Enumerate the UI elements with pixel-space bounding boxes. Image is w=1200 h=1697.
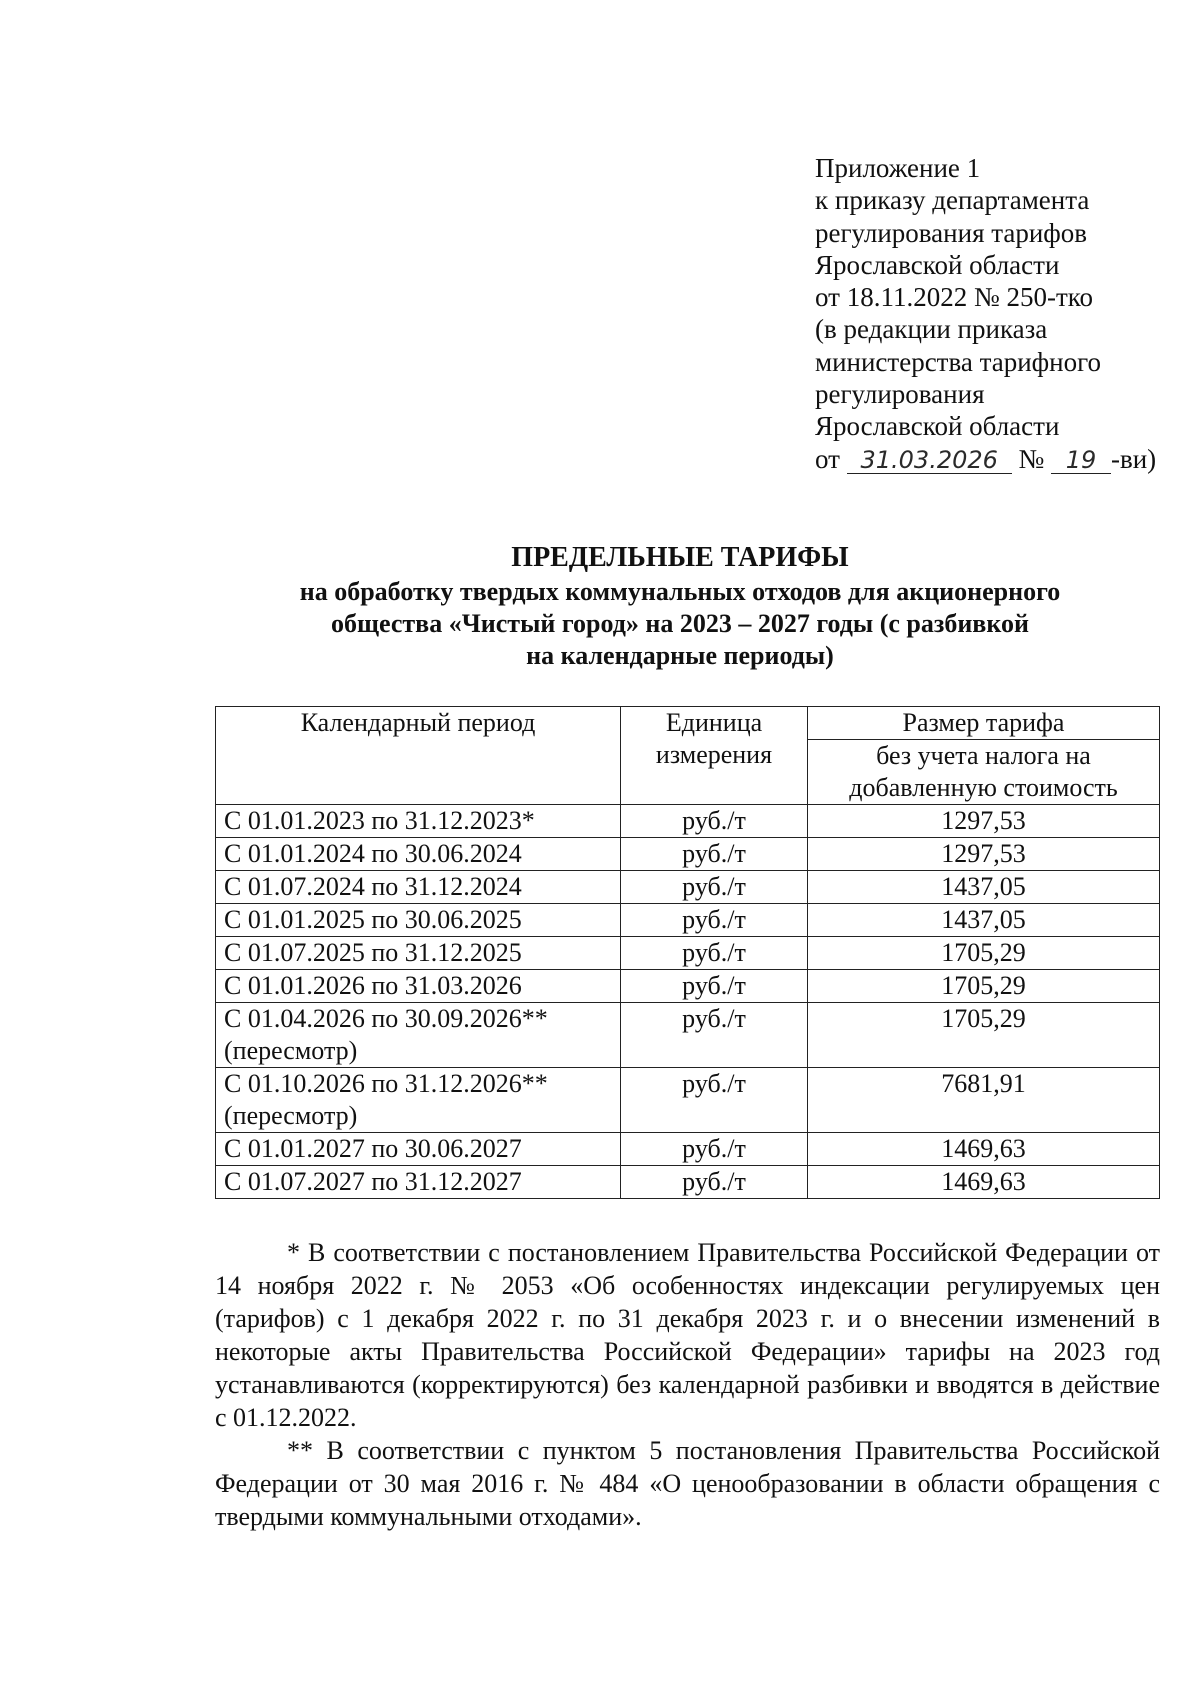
cell-value: 1469,63 [808,1166,1160,1199]
table-row [216,1003,1160,1068]
cell-value: 1469,63 [808,1133,1160,1166]
table-row [216,838,1160,871]
table-row [216,937,1160,970]
footnotes [215,1236,1160,1533]
header-tariff: Размер тарифа [808,707,1160,740]
cell-period: С 01.01.2026 по 31.03.2026 [216,970,621,1003]
cell-unit: руб./т [621,805,808,838]
handwritten-number: 19 [1051,447,1111,474]
cell-period: С 01.07.2027 по 31.12.2027 [216,1166,621,1199]
cell-unit: руб./т [621,904,808,937]
table-row [216,1068,1160,1133]
table-row [216,904,1160,937]
tariff-table [215,706,1160,1199]
document-title [200,542,1160,672]
cell-unit: руб./т [621,871,808,904]
annex-line: Ярославской области [815,411,1060,442]
annex-line: к приказу департамента [815,185,1090,216]
table-row [216,1166,1160,1199]
cell-unit: руб./т [621,1133,808,1166]
cell-unit: руб./т [621,1003,808,1068]
cell-period: С 01.01.2025 по 30.06.2025 [216,904,621,937]
header-tariff-sub: без учета налога на добавленную стоимость [808,740,1160,805]
annex-line: регулирования [815,379,985,410]
number-sign: № [1018,443,1045,474]
amendment-suffix: -ви) [1110,443,1157,474]
title-line: на календарные периоды) [526,641,834,670]
title-line: на обработку твердых коммунальных отходов для акционерного [299,577,1061,606]
title-main: ПРЕДЕЛЬНЫЕ ТАРИФЫ [511,542,849,573]
annex-line: Ярославской области [815,249,1060,280]
cell-period: С 01.01.2024 по 30.06.2024 [216,838,621,871]
cell-period: С 01.07.2024 по 31.12.2024 [216,871,621,904]
footnote-1: * В соответствии с постановлением Правительства Российской Федерации от 14 ноября 2022 г. № 2053 «Об особенностях индексации регулируемых цен (тарифов) с 1 декабря 2022 г. по 31 декабря 2023 г. и о внесении изменений в некоторые акты Правительства Российской Федерации» тарифы на 2023 год устанавливаются (корректируются) без календарной разбивки и вводятся в действие с 01.12.2022. [215,1238,1160,1432]
table-row [216,1133,1160,1166]
cell-value: 1705,29 [808,1003,1160,1068]
amendment-prefix: от [815,443,840,474]
cell-period: С 01.10.2026 по 31.12.2026** (пересмотр) [216,1068,621,1133]
annex-line: (в редакции приказа [815,314,1048,345]
annex-amendment-line [815,443,1195,475]
table-row [216,805,1160,838]
cell-value: 7681,91 [808,1068,1160,1133]
annex-line: министерства тарифного [815,346,1102,377]
cell-period: С 01.04.2026 по 30.09.2026** (пересмотр) [216,1003,621,1068]
cell-value: 1297,53 [808,838,1160,871]
cell-unit: руб./т [621,970,808,1003]
title-line: общества «Чистый город» на 2023 – 2027 годы (с разбивкой [331,609,1029,638]
cell-value: 1705,29 [808,937,1160,970]
table-row [216,970,1160,1003]
cell-period: С 01.01.2027 по 30.06.2027 [216,1133,621,1166]
header-period: Календарный период [216,707,621,805]
cell-unit: руб./т [621,937,808,970]
cell-period: С 01.07.2025 по 31.12.2025 [216,937,621,970]
handwritten-date: 31.03.2026 [847,447,1012,474]
cell-value: 1437,05 [808,904,1160,937]
header-unit: Единица измерения [621,707,808,805]
cell-value: 1437,05 [808,871,1160,904]
table-row [216,871,1160,904]
footnote-2: ** В соответствии с пунктом 5 постановления Правительства Российской Федерации от 30 мая 2016 г. № 484 «О ценообразовании в области обращения с твердыми коммунальными отходами». [215,1436,1160,1531]
cell-unit: руб./т [621,1166,808,1199]
cell-unit: руб./т [621,838,808,871]
cell-value: 1297,53 [808,805,1160,838]
cell-period: С 01.01.2023 по 31.12.2023* [216,805,621,838]
annex-line: регулирования тарифов [815,217,1088,248]
annex-line: Приложение 1 [815,153,981,183]
annex-line: от 18.11.2022 № 250-тко [815,282,1093,313]
cell-value: 1705,29 [808,970,1160,1003]
annex-header [815,152,1195,475]
cell-unit: руб./т [621,1068,808,1133]
